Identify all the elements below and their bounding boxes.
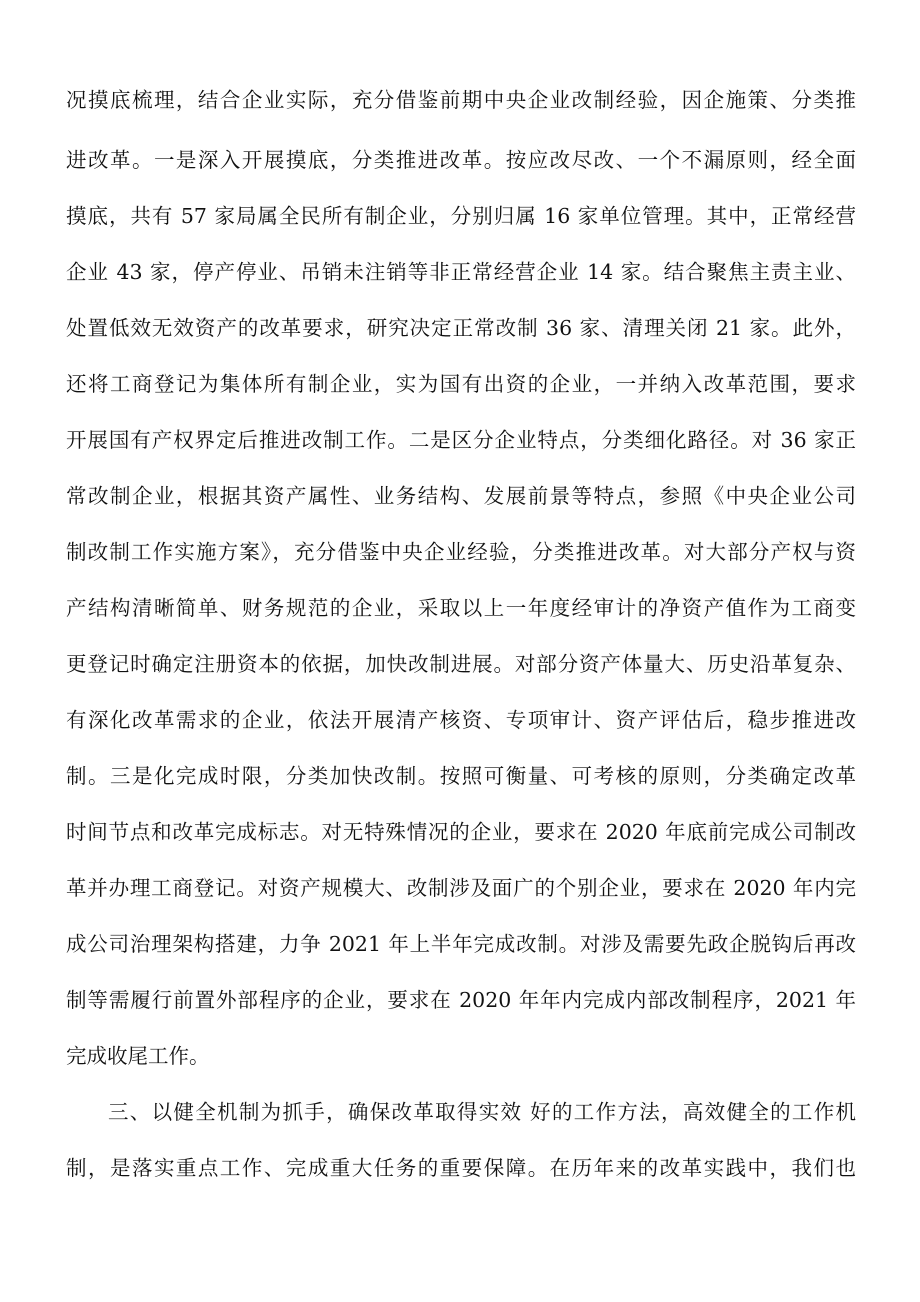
text-line: 摸底，共有 57 家局属全民所有制企业，分别归属 16 家单位管理。其中，正常经营 [66,204,856,228]
text-line: 产结构清晰简单、财务规范的企业，采取以上一年度经审计的净资产值作为工商变 [66,596,856,620]
text-line: 完成收尾工作。 [66,1044,210,1068]
text-line: 常改制企业，根据其资产属性、业务结构、发展前景等特点，参照《中央企业公司 [66,484,856,508]
text-line: 处置低效无效资产的改革要求，研究决定正常改制 36 家、清理关闭 21 家。此外， [66,316,856,340]
text-line: 有深化改革需求的企业，依法开展清产核资、专项审计、资产评估后，稳步推进改 [66,708,856,732]
text-line: 更登记时确定注册资本的依据，加快改制进展。对部分资产体量大、历史沿革复杂、 [66,652,856,676]
text-line: 企业 43 家，停产停业、吊销未注销等非正常经营企业 14 家。结合聚焦主责主业、 [66,260,856,284]
text-line: 制。三是化完成时限，分类加快改制。按照可衡量、可考核的原则，分类确定改革 [66,764,856,788]
text-line: 制等需履行前置外部程序的企业，要求在 2020 年年内完成内部改制程序，2021 年 [66,988,856,1012]
text-line: 革并办理工商登记。对资产规模大、改制涉及面广的个别企业，要求在 2020 年内完 [66,876,856,900]
text-line: 况摸底梳理，结合企业实际，充分借鉴前期中央企业改制经验，因企施策、分类推 [66,88,856,112]
text-line: 开展国有产权界定后推进改制工作。二是区分企业特点，分类细化路径。对 36 家正 [66,428,856,452]
text-line: 制，是落实重点工作、完成重大任务的重要保障。在历年来的改革实践中，我们也 [66,1156,856,1180]
text-line: 制改制工作实施方案》，充分借鉴中央企业经验，分类推进改革。对大部分产权与资 [66,540,856,564]
text-line: 成公司治理架构搭建，力争 2021 年上半年完成改制。对涉及需要先政企脱钩后再改 [66,932,856,956]
text-line: 时间节点和改革完成标志。对无特殊情况的企业，要求在 2020 年底前完成公司制改 [66,820,856,844]
text-line: 还将工商登记为集体所有制企业，实为国有出资的企业，一并纳入改革范围，要求 [66,372,856,396]
section-heading-line: 三、以健全机制为抓手，确保改革取得实效 好的工作方法，高效健全的工作机 [108,1100,856,1124]
text-line: 进改革。一是深入开展摸底，分类推进改革。按应改尽改、一个不漏原则，经全面 [66,148,856,172]
